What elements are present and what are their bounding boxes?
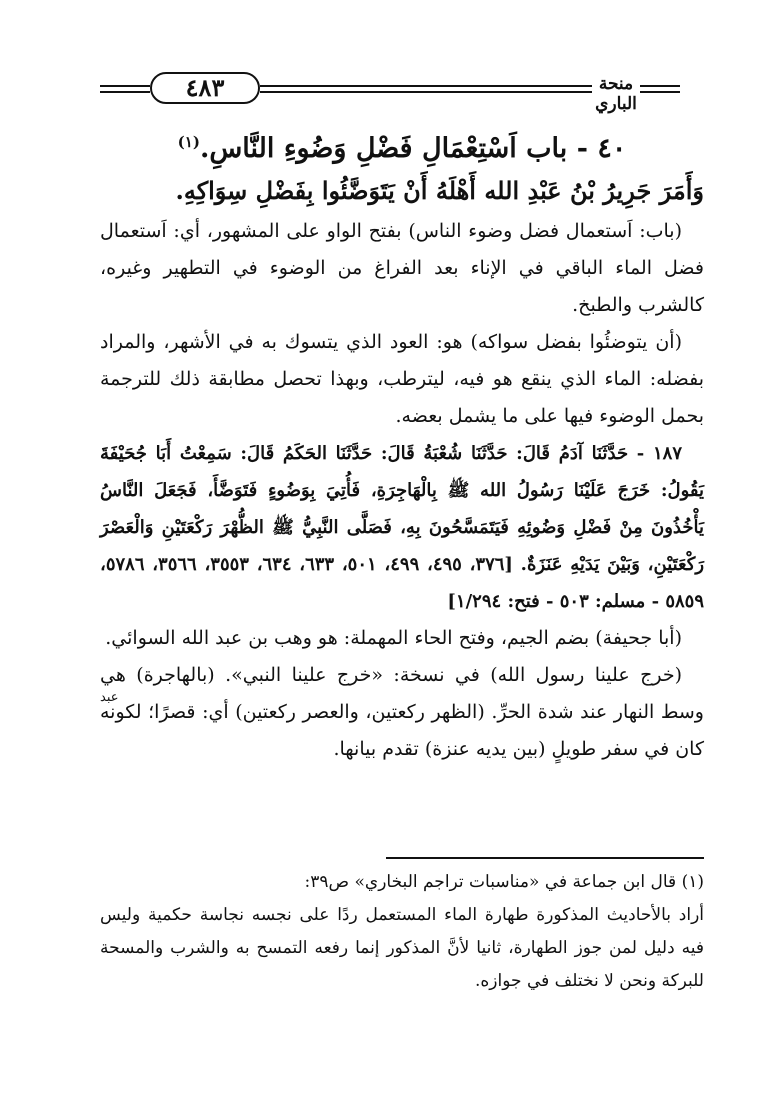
margin-note: عبد — [100, 690, 119, 705]
chapter-heading-text: ٤٠ - باب اَسْتِعْمَالِ فَضْلِ وَضُوءِ النَّاسِ. — [199, 133, 627, 164]
page-header — [100, 72, 680, 114]
header-rule — [640, 85, 680, 87]
header-rule — [640, 91, 680, 93]
footnote-marker: (١) — [177, 133, 200, 151]
header-rule — [100, 91, 150, 93]
header-rule — [100, 85, 150, 87]
header-rule — [260, 85, 592, 87]
header-rule — [260, 91, 592, 93]
footnotes — [100, 866, 704, 998]
running-title: منحة الباري — [595, 74, 637, 114]
page-number: ٤٨٣ — [150, 72, 260, 104]
main-text — [100, 120, 704, 768]
paragraph: (أن يتوضئُوا بفضل سواكه) هو: العود الذي يتسوك به في الأشهر، والمراد بفضله: الماء الذي ينقع هو فيه، ليترطب، وبهذا تحصل مطابقة ذلك للترجمة بحمل الوضوء فيها على ما يشمل بعضه. — [100, 331, 704, 427]
commentary-paragraph: (أبا جحيفة) بضم الجيم، وفتح الحاء المهملة: هو وهب بن عبد الله السوائي. — [105, 627, 682, 649]
commentary-paragraph: (خرج علينا رسول الله) في نسخة: «خرج علينا النبي». (بالهاجرة) هي وسط النهار عند شدة الحرِّ. (الظهر ركعتين، والعصر ركعتين) أي: قصرًا؛ لكونه كان في سفر طويلٍ (بين يديه عنزة) تقدم بيانها. — [100, 664, 704, 760]
paragraph: (باب: اَستعمال فضل وضوء الناس) بفتح الواو على المشهور، أي: اَستعمال فضل الماء الباقي في الإناء بعد الفراغ من الوضوء في التطهير وغيره، كالشرب والطبخ. — [100, 220, 704, 316]
footnote-line: (١) قال ابن جماعة في «مناسبات تراجم البخاري» ص٣٩: — [304, 872, 704, 892]
footnote-line: أراد بالأحاديث المذكورة طهارة الماء المستعمل ردًا على نجسه نجاسة حكمية وليس فيه دليل لمن جوز الطهارة، ثانيا لأنَّ المذكور إنما رفعه التمسح به والشرب والمسحة للبركة ونحن لا نختلف في جوازه. — [100, 905, 704, 991]
footnote-separator — [386, 857, 704, 859]
chapter-heading — [100, 120, 704, 171]
chapter-tradition: وَأَمَرَ جَرِيرُ بْنُ عَبْدِ الله أَهْلَهُ أَنْ يَتَوَضَّئُوا بِفَضْلِ سِوَاكِهِ. — [175, 176, 704, 205]
hadith-text: ١٨٧ - حَدَّثَنَا آدَمُ قَالَ: حَدَّثَنَا شُعْبَةُ قَالَ: حَدَّثَنَا الحَكَمُ قَالَ: سَمِعْتُ أَبَا جُحَيْفَةَ يَقُولُ: خَرَجَ عَلَيْنَا رَسُولُ الله ﷺ بِالْهَاجِرَةِ، فَأُتِيَ بِوَضُوءٍ فَتَوَضَّأَ، فَجَعَلَ النَّاسُ يَأْخُذُونَ مِنْ فَضْلِ وَضُوئِهِ فَيَتَمَسَّحُونَ بِهِ، فَصَلَّى النَّبِيُّ ﷺ الظُّهْرَ رَكْعَتَيْنِ وَالْعَصْرَ رَكْعَتَيْنِ، وَبَيْنَ يَدَيْهِ عَنَزَةٌ. [٣٧٦، ٤٩٥، ٤٩٩، ٥٠١، ٦٣٣، ٦٣٤، ٣٥٥٣، ٣٥٦٦، ٥٧٨٦، ٥٨٥٩ - مسلم: ٥٠٣ - فتح: ١/٢٩٤] — [100, 443, 705, 612]
